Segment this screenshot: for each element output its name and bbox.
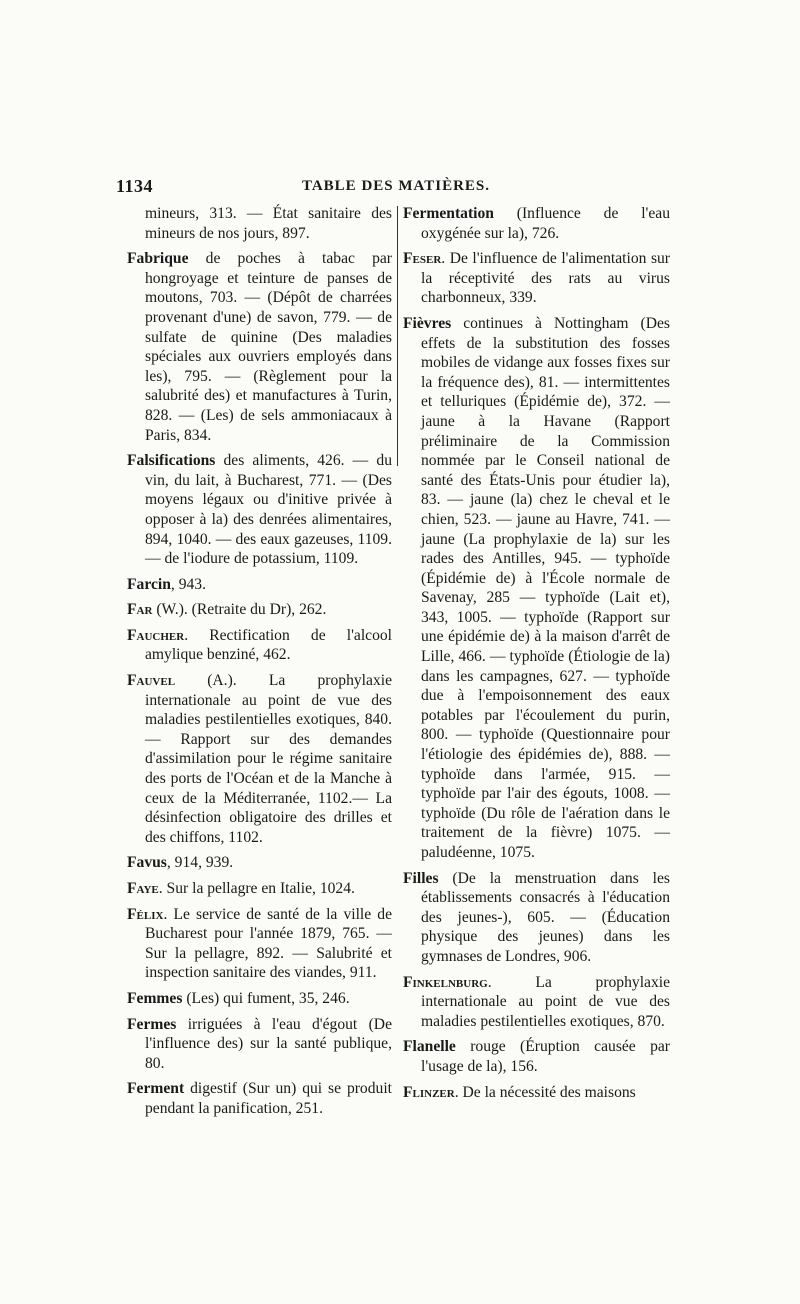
index-entry [127, 853, 392, 873]
entry-text: digestif (Sur un) qui se produit pendant la panification, 251. [145, 1080, 392, 1117]
entry-text: (A.). La prophylaxie internationale au point de vue des maladies pestilentielles exotiques, 840. — Rapport sur des demandes d'assimilation pour le régime sanitaire des ports de l'Océan et de la Manche à ceux de la Méditerranée, 1102.— La désinfection obligatoire des drilles et des chiffons, 1102. [145, 672, 392, 846]
entry-text: rouge (Éruption causée par l'usage de la), 156. [421, 1038, 670, 1075]
index-entry [403, 973, 670, 1032]
entry-heading: Fermentation [403, 205, 494, 222]
entry-text: de poches à tabac par hongroyage et teinture de panses de moutons, 703. — (Dépôt de charrées provenant d'une) de savon, 779. — de sulfate de quinine (Des maladies spéciales aux ouvriers employés dans les), 795. — (Règlement pour la salubrité des) et manufactures à Turin, 828. — (Les) de sels ammoniacaux à Paris, 834. [145, 250, 392, 444]
entry-heading: Fauvel [127, 672, 176, 690]
index-entry [127, 905, 392, 983]
entry-text: . De la nécessité des maisons [454, 1083, 636, 1101]
index-entry [127, 989, 392, 1009]
page-header [116, 176, 676, 198]
index-entry [127, 575, 392, 595]
index-entry [127, 671, 392, 847]
entry-text: (De la menstruation dans les établissements consacrés à l'éducation des jeunes-), 605. — (Éducation physique des jeunes) dans les gymnases de Londres, 906. [421, 869, 670, 965]
entry-text: , 914, 939. [166, 854, 234, 872]
entry-text: , 943. [170, 575, 206, 593]
index-entry [127, 1079, 392, 1118]
index-entry [403, 204, 670, 243]
index-entry [403, 869, 670, 967]
entry-heading: Fermes [127, 1015, 177, 1033]
entry-text: . De l'influence de l'alimentation sur la réceptivité des rats au virus charbonneux, 339. [421, 250, 670, 307]
entry-text: irriguées à l'eau d'égout (De l'influence des) sur la santé publique, 80. [145, 1015, 392, 1072]
entry-text: continues à Nottingham (Des effets de la substitution des fosses mobiles de vidange aux fosses fixes sur la fréquence des), 81. — intermittentes et telluriques (Épidémie de), 372. — jaune à la Havane (Rapport préliminaire de la Commission nommée par le Conseil national de santé des États-Unis pour étudier la), 83. — jaune (la) chez le cheval et le chien, 523. — jaune au Havre, 741. — jaune (La prophylaxie de la) sur les rades des Antilles, 945. — typhoïde (Épidémie de) à l'École normale de Savenay, 285 — typhoïde (Lait et), 343, 1005. — typhoïde (Rapport sur une épidémie de) à la maison d'arrêt de Lille, 466. — typhoïde (Étiologie de la) dans les campagnes, 627. — typhoïde due à l'empoisonnement des eaux potables par l'écoulement du purin, 800. — typhoïde (Questionnaire pour l'étiologie des épidémies de), 888. — typhoïde dans l'armée, 915. — typhoïde par l'air des égouts, 1008. — typhoïde (Du rôle de l'aération dans le traitement de la fièvre) 1075. — paludéenne, 1075. [421, 314, 670, 861]
entry-heading: Farcin [127, 575, 171, 593]
entry-heading: Far [127, 601, 153, 619]
entry-text: . Sur la pellagre en Italie, 1024. [158, 880, 355, 897]
index-entry [127, 1015, 392, 1074]
index-entry [127, 451, 392, 569]
index-entry [127, 204, 392, 243]
entry-heading: Falsifications [127, 452, 216, 470]
index-entry [403, 314, 670, 863]
index-entry [403, 1037, 670, 1076]
index-entry [127, 600, 392, 620]
entry-heading: Flanelle [403, 1038, 456, 1056]
index-entry [403, 1083, 670, 1103]
entry-text: . Rectification de l'alcool amylique benziné, 462. [145, 626, 392, 664]
entry-heading: Filles [403, 869, 439, 887]
index-entry [127, 626, 392, 665]
entry-heading: Finkelnburg [403, 973, 488, 991]
entry-heading: Faucher [127, 626, 185, 644]
entry-heading: Feser [403, 250, 442, 268]
entry-heading: Fabrique [127, 250, 189, 268]
entry-heading: Favus [127, 854, 167, 872]
index-entry [127, 249, 392, 445]
page-number: 1134 [116, 176, 154, 196]
entry-heading: Faye [127, 880, 159, 897]
entry-text: (Les) qui fument, 35, 246. [182, 989, 350, 1007]
entry-text: (W.). (Retraite du Dr), 262. [152, 601, 327, 619]
column-divider [397, 206, 398, 466]
entry-heading: Flinzer [403, 1083, 455, 1101]
left-column [127, 204, 392, 1125]
right-column [403, 204, 670, 1108]
running-title: TABLE DES MATIÈRES. [301, 178, 491, 194]
entry-heading: Félix [127, 905, 164, 923]
entry-heading: Fièvres [403, 314, 452, 332]
index-entry [403, 249, 670, 308]
entry-text: . Le service de santé de la ville de Bucharest pour l'année 1879, 765. — Sur la pellagre, 892. — Salubrité et inspection sanitaire des viandes, 911. [145, 905, 392, 982]
entry-text: mineurs, 313. — État sanitaire des mineurs de nos jours, 897. [145, 205, 392, 242]
entry-text: (Influence de l'eau oxygénée sur la), 726. [421, 205, 670, 242]
entry-text: . La prophylaxie internationale au point de vue des maladies pestilentielles exotiques, 870. [421, 973, 670, 1030]
entry-text: des aliments, 426. — du vin, du lait, à Bucharest, 771. — (Des moyens légaux ou d'initive privée à opposer à la) des denrées alimentaires, 894, 1040. — des eaux gazeuses, 1109. — de l'iodure de potassium, 1109. [145, 452, 392, 568]
index-entry [127, 879, 392, 899]
entry-heading: Ferment [127, 1080, 185, 1098]
entry-heading: Femmes [127, 989, 183, 1007]
